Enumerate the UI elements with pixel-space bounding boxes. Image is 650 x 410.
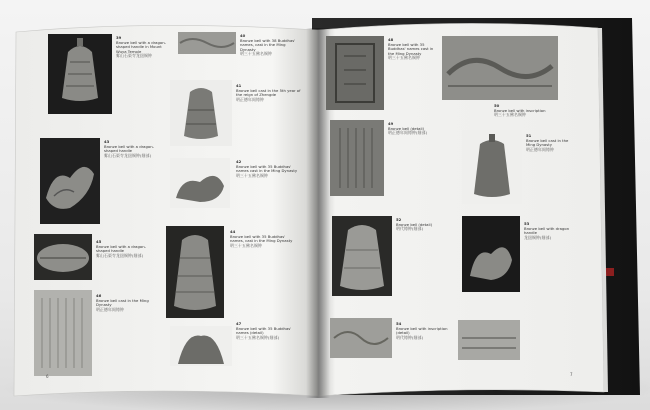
right-page-number: 7: [570, 372, 573, 377]
photo-band-right-1: [330, 318, 392, 358]
photo-bell-inscription: [166, 226, 224, 318]
caption: 48 Bronze bell with 35 Buddhas' names cast in the Ming Dynasty 明三十五佛名铜钟: [388, 37, 434, 61]
caption: 45 Bronze bell with a dragon-shaped handle 雾山石渠寺龙纽铜钟(细部): [96, 239, 147, 258]
caption: 51 Bronze bell cast in the Ming Dynasty 明正德年间铸钟: [526, 133, 569, 152]
caption: 53 Bronze bell with dragon handle 龙纽铜钟(细部): [524, 221, 570, 240]
photo-bell-large: [48, 34, 112, 114]
photo-panel-top-left: [326, 36, 384, 110]
photo-inscription-slab: [34, 290, 92, 376]
photo-dragon-handle: [40, 138, 100, 224]
caption: 52 Bronze bell (detail) 明代铸钟(细部): [396, 217, 433, 232]
photo-band-right-2: [458, 320, 520, 360]
photo-dragon-right: [462, 216, 520, 292]
caption: 49 Bronze bell (detail) 明正德年间铸钟(细部): [388, 121, 428, 136]
photo-bell-right: [462, 130, 522, 204]
photo-band-relief: [34, 234, 92, 280]
caption: 54 Bronze bell with inscription (detail) 明代铸钟(细部): [396, 321, 448, 340]
caption: 46 Bronze bell cast in the Ming Dynasty 明正德年间铸钟: [96, 293, 149, 312]
caption: 40 Bronze bell with 38 Buddhas' names, cast in the Ming Dynasty 明三十五佛名铜钟: [240, 33, 296, 57]
caption: 39 Bronze bell with a dragon-shaped handle in Mount Wuya Temple 雾山石渠寺龙纽铜钟: [116, 35, 167, 59]
photo-relief-top: [178, 32, 236, 54]
caption: 47 Bronze bell with 35 Buddhas' names (detail) 明三十五佛名铜钟(细部): [236, 321, 292, 340]
bell-image: [48, 34, 112, 114]
photo-bell-right-2: [332, 216, 392, 296]
caption: 43 Bronze bell with a dragon-shaped handle 雾山石渠寺龙纽铜钟(细部): [104, 139, 155, 158]
caption: 44 Bronze bell with 35 Buddhas' names, cast in the Ming Dynasty 明三十五佛名铜钟: [230, 229, 293, 248]
caption: 41 Bronze bell cast in the 5th year of the reign of Zhengde 明正德年间铸钟: [236, 83, 301, 102]
photo-bell-crown: [170, 326, 232, 366]
left-page-number: 6: [46, 374, 49, 379]
caption: 50 Bronze bell with inscription 明三十五佛名铜钟: [494, 103, 546, 118]
photo-bell-medium: [170, 80, 232, 146]
caption: 42 Bronze bell with 35 Buddhas' names cast in the Ming Dynasty 明三十五佛名铜钟: [236, 159, 298, 178]
photo-inscription-panel: [330, 120, 384, 196]
photo-dragon-handle-2: [170, 158, 230, 208]
photo-dragon-band: [442, 36, 558, 100]
